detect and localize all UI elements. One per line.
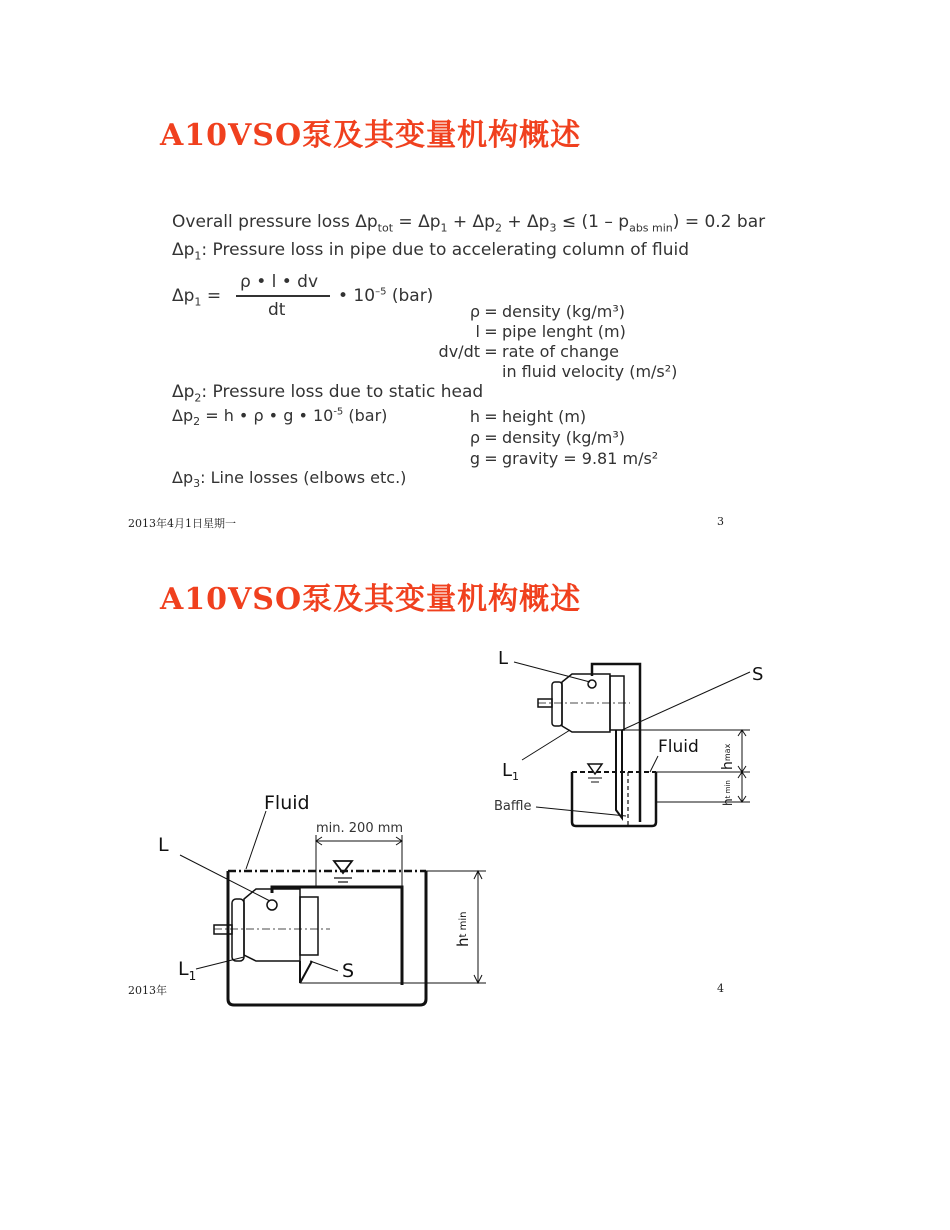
legend1-row: ρ = density (kg/m³) xyxy=(469,302,626,321)
suction-inlet xyxy=(300,961,312,983)
label-s: S xyxy=(752,664,764,685)
pump-port-block xyxy=(300,897,318,955)
dp1-formula-lhs: $\Delta p_1$ = xyxy=(172,286,222,309)
legend1-row: l = pipe lenght (m) xyxy=(475,322,626,341)
legend2-row: ρ = density (kg/m³) xyxy=(469,428,626,447)
label-htmin: ht min xyxy=(454,911,472,947)
overall-pressure-loss-line: Overall pressure loss $\Delta p_{tot} = \Delta p_1 + \Delta p_2 + \Delta p_3 \le (1 - p_{abs min}) = 0.2$ bar xyxy=(172,212,766,235)
label-s: S xyxy=(342,960,355,982)
label-fluid: Fluid xyxy=(658,737,699,757)
legend1-row: dv/dt = rate of change xyxy=(438,342,619,361)
label-l: L xyxy=(158,834,169,856)
dp1-formula-numerator: ρ • l • dv xyxy=(240,272,319,292)
suction-line xyxy=(616,730,622,818)
page-number: 3 xyxy=(717,515,724,528)
label-baffle: Baffle xyxy=(494,799,532,814)
legend2-row: h = height (m) xyxy=(469,407,587,426)
case-drain-port-l xyxy=(267,900,277,910)
reservoir xyxy=(572,772,656,826)
dp3-description: $\Delta p_3$: Line losses (elbows etc.) xyxy=(172,468,407,491)
dp2-description: $\Delta p_2$: Pressure loss due to static head xyxy=(172,382,484,405)
pump-flange xyxy=(552,682,562,726)
dp2-formula: $\Delta p_2 = h$ • ρ • g • $10^{-5}$ (bar) xyxy=(172,406,388,429)
label-l1: $L_1$ xyxy=(178,958,197,983)
slide1-title: A10VSO泵及其变量机构概述 xyxy=(160,118,582,153)
reservoir xyxy=(228,871,426,1005)
label-l: L xyxy=(498,648,509,669)
label-htmin: ht min xyxy=(721,780,735,806)
slide2-title: A10VSO泵及其变量机构概述 xyxy=(160,582,582,617)
legend2-row: g = gravity = 9.81 m/s² xyxy=(469,449,659,468)
footer-date: 2013年4月1日星期一 xyxy=(128,517,236,530)
legend1-row: in fluid velocity (m/s²) xyxy=(502,362,678,381)
page-number: 4 xyxy=(717,982,724,995)
pump-flange xyxy=(232,899,244,961)
label-hmax: hmax xyxy=(720,743,736,770)
footer-date: 2013年 xyxy=(128,984,167,997)
case-drain-port-l xyxy=(588,680,596,688)
label-fluid: Fluid xyxy=(264,792,310,814)
dp1-fraction-bar xyxy=(236,295,330,297)
dp1-description: $\Delta p_1$: Pressure loss in pipe due to accelerating column of fluid xyxy=(172,240,690,263)
dp1-formula-denominator: dt xyxy=(268,300,286,320)
label-l1: $L_1$ xyxy=(502,760,520,783)
pump-in-tank-diagram xyxy=(150,785,500,1015)
label-min-200-mm: min. 200 mm xyxy=(316,821,404,836)
pump-above-tank-diagram xyxy=(480,640,780,840)
dp1-formula-tail: • $10^{-5}$ (bar) xyxy=(338,286,434,306)
